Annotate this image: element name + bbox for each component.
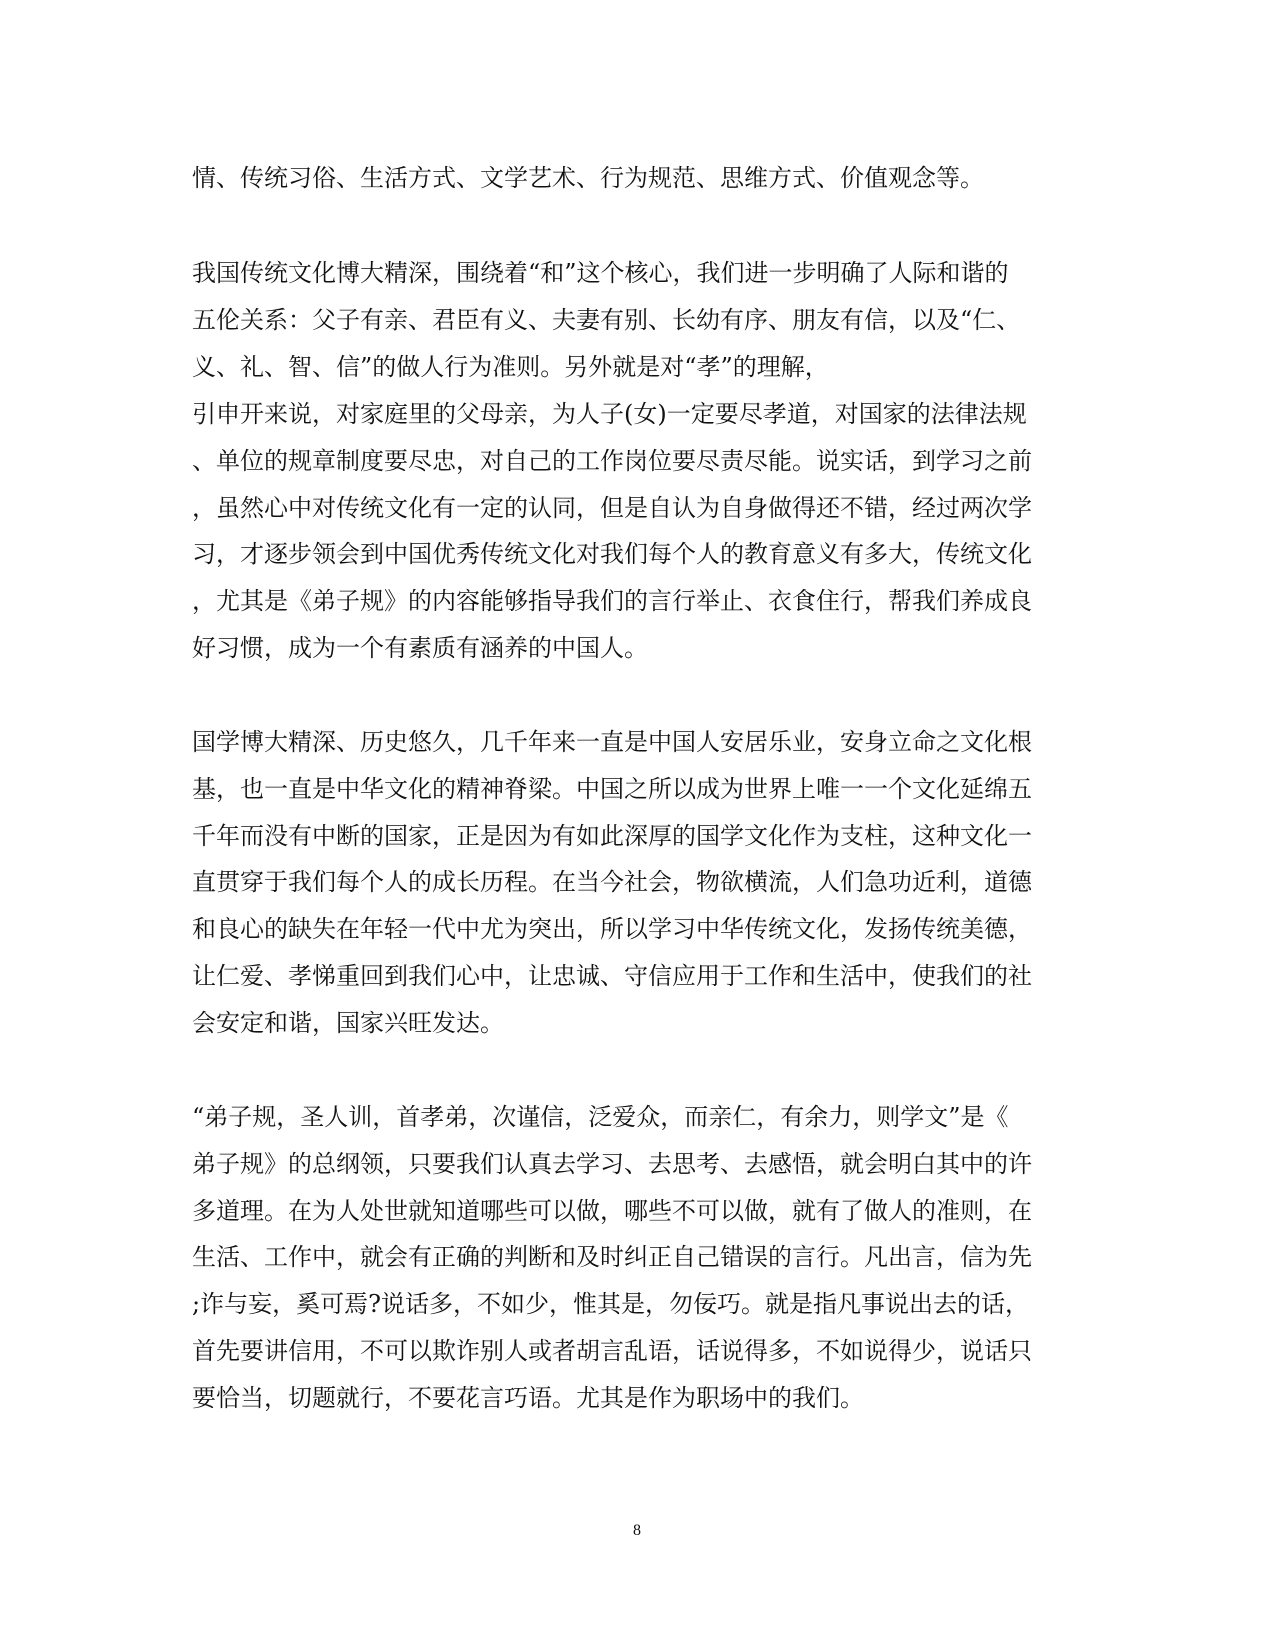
text-line: 和良心的缺失在年轻一代中尤为突出，所以学习中华传统文化，发扬传统美德， [192, 915, 1032, 943]
text-line: ，尤其是《弟子规》的内容能够指导我们的言行举止、衣食住行，帮我们养成良 [192, 587, 1032, 615]
text-line: 基，也一直是中华文化的精神脊梁。中国之所以成为世界上唯一一个文化延绵五 [192, 775, 1032, 803]
text-line: 多道理。在为人处世就知道哪些可以做，哪些不可以做，就有了做人的准则，在 [192, 1197, 1032, 1225]
text-line: “弟子规，圣人训，首孝弟，次谨信，泛爱众，而亲仁，有余力，则学文”是《 [192, 1103, 1009, 1131]
text-line: 要恰当，切题就行，不要花言巧语。尤其是作为职场中的我们。 [192, 1384, 864, 1412]
text-line: 会安定和谐，国家兴旺发达。 [192, 1009, 504, 1037]
text-line: 生活、工作中，就会有正确的判断和及时纠正自己错误的言行。凡出言，信为先 [192, 1243, 1032, 1271]
text-line: 弟子规》的总纲领，只要我们认真去学习、去思考、去感悟，就会明白其中的许 [192, 1150, 1032, 1178]
text-line: 千年而没有中断的国家，正是因为有如此深厚的国学文化作为支柱，这种文化一 [192, 822, 1032, 850]
text-line: 首先要讲信用，不可以欺诈别人或者胡言乱语，话说得多，不如说得少，说话只 [192, 1337, 1032, 1365]
text-line: 国学博大精深、历史悠久，几千年来一直是中国人安居乐业，安身立命之文化根 [192, 728, 1032, 756]
text-line: 情、传统习俗、生活方式、文学艺术、行为规范、思维方式、价值观念等。 [192, 164, 984, 192]
text-line: 习，才逐步领会到中国优秀传统文化对我们每个人的教育意义有多大，传统文化 [192, 540, 1032, 568]
text-line: 、单位的规章制度要尽忠，对自己的工作岗位要尽责尽能。说实话，到学习之前 [192, 447, 1032, 475]
text-line: 好习惯，成为一个有素质有涵养的中国人。 [192, 634, 648, 662]
text-line: ;诈与妄，奚可焉?说话多，不如少，惟其是，勿佞巧。就是指凡事说出去的话， [192, 1290, 1029, 1318]
text-line: 我国传统文化博大精深，围绕着“和”这个核心，我们进一步明确了人际和谐的 [192, 259, 1009, 287]
page-number: 8 [633, 1522, 641, 1539]
text-line: 义、礼、智、信”的做人行为准则。另外就是对“孝”的理解， [192, 353, 829, 381]
text-line: 直贯穿于我们每个人的成长历程。在当今社会，物欲横流，人们急功近利，道德 [192, 868, 1032, 896]
text-line: 五伦关系：父子有亲、君臣有义、夫妻有别、长幼有序、朋友有信，以及“仁、 [192, 306, 1021, 334]
text-line: 引申开来说，对家庭里的父母亲，为人子(女)一定要尽孝道，对国家的法律法规 [192, 400, 1027, 428]
text-line: 让仁爱、孝悌重回到我们心中，让忠诚、守信应用于工作和生活中，使我们的社 [192, 962, 1032, 990]
text-line: ，虽然心中对传统文化有一定的认同，但是自认为自身做得还不错，经过两次学 [192, 494, 1032, 522]
